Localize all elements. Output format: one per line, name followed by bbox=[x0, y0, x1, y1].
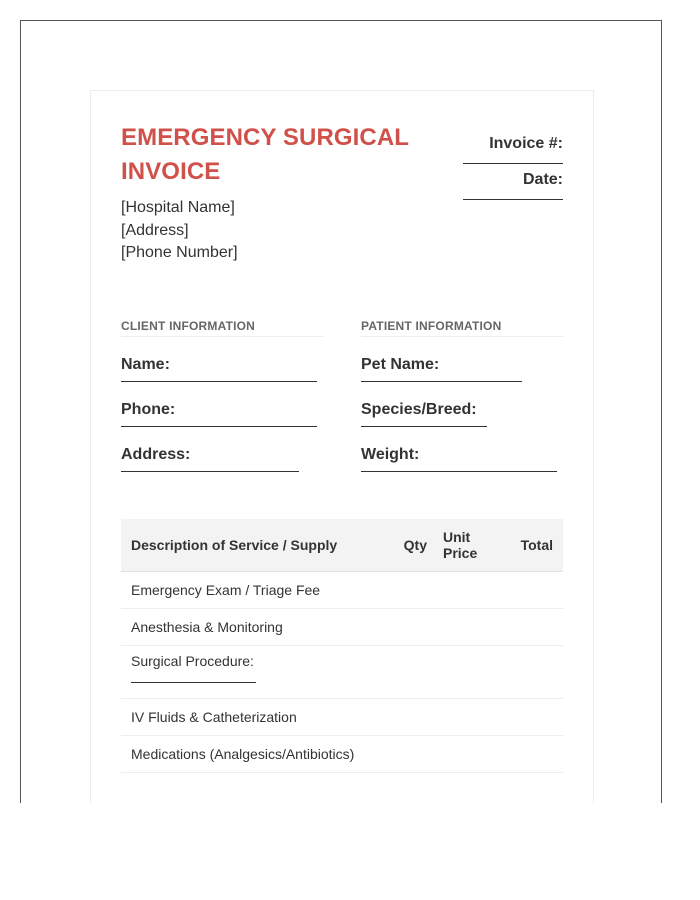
row-qty bbox=[391, 735, 433, 772]
row-description: Medications (Analgesics/Antibiotics) bbox=[121, 735, 391, 772]
document-viewport[interactable] bbox=[20, 20, 662, 803]
weight-field bbox=[361, 445, 563, 472]
invoice-meta bbox=[463, 135, 563, 265]
qty-header: Qty bbox=[391, 519, 433, 572]
patient-info bbox=[361, 319, 563, 472]
table-row bbox=[121, 608, 563, 645]
table-row bbox=[121, 735, 563, 772]
row-unit-price bbox=[433, 571, 503, 608]
invoice-title: EMERGENCY SURGICAL INVOICE bbox=[121, 124, 409, 185]
row-description-cell bbox=[121, 645, 391, 698]
client-phone-label: Phone: bbox=[121, 400, 176, 418]
row-unit-price bbox=[433, 645, 503, 698]
row-qty bbox=[391, 645, 433, 698]
table-row bbox=[121, 698, 563, 735]
row-unit-price bbox=[433, 735, 503, 772]
species-field bbox=[361, 400, 563, 427]
invoice-content bbox=[121, 121, 563, 773]
row-total bbox=[503, 571, 563, 608]
row-total bbox=[503, 698, 563, 735]
client-name-line bbox=[121, 375, 317, 382]
invoice-number-line bbox=[463, 157, 563, 164]
table-header-row bbox=[121, 519, 563, 572]
row-total bbox=[503, 645, 563, 698]
client-name-label: Name: bbox=[121, 355, 170, 373]
weight-label: Weight: bbox=[361, 445, 420, 463]
hospital-contact bbox=[121, 197, 421, 265]
client-name-field bbox=[121, 355, 323, 382]
row-description: Surgical Procedure: bbox=[131, 652, 254, 669]
hospital-phone: [Phone Number] bbox=[121, 244, 238, 261]
date-label: Date: bbox=[522, 171, 563, 188]
table-row bbox=[121, 645, 563, 698]
patient-info-heading: PATIENT INFORMATION bbox=[361, 319, 563, 337]
total-header: Total bbox=[503, 519, 563, 572]
pet-name-label: Pet Name: bbox=[361, 355, 440, 373]
client-address-label: Address: bbox=[121, 445, 191, 463]
species-label: Species/Breed: bbox=[361, 400, 477, 418]
pet-name-field bbox=[361, 355, 563, 382]
row-description: Emergency Exam / Triage Fee bbox=[121, 571, 391, 608]
invoice-number-label: Invoice #: bbox=[489, 135, 563, 152]
row-description: Anesthesia & Monitoring bbox=[121, 608, 391, 645]
hospital-address: [Address] bbox=[121, 221, 189, 239]
row-qty bbox=[391, 698, 433, 735]
client-info-heading: CLIENT INFORMATION bbox=[121, 319, 323, 337]
client-phone-line bbox=[121, 420, 317, 427]
species-line bbox=[361, 420, 487, 427]
row-unit-price bbox=[433, 608, 503, 645]
row-total bbox=[503, 608, 563, 645]
weight-line bbox=[361, 465, 557, 472]
description-header: Description of Service / Supply bbox=[121, 519, 391, 572]
row-description: IV Fluids & Catheterization bbox=[121, 698, 391, 735]
unit-price-header: Unit Price bbox=[433, 519, 503, 572]
pet-name-line bbox=[361, 375, 522, 382]
procedure-blank-line bbox=[131, 672, 256, 683]
services-table bbox=[121, 519, 563, 773]
table-row bbox=[121, 571, 563, 608]
row-total bbox=[503, 735, 563, 772]
row-unit-price bbox=[433, 698, 503, 735]
hospital-name: [Hospital Name] bbox=[121, 199, 235, 216]
row-qty bbox=[391, 608, 433, 645]
invoice-header bbox=[121, 121, 563, 265]
client-address-line bbox=[121, 465, 299, 472]
header-left bbox=[121, 121, 421, 265]
row-qty bbox=[391, 571, 433, 608]
client-info bbox=[121, 319, 323, 472]
date-line bbox=[463, 193, 563, 200]
invoice-page bbox=[90, 90, 594, 803]
info-section bbox=[121, 319, 563, 472]
client-address-field bbox=[121, 445, 323, 472]
client-phone-field bbox=[121, 400, 323, 427]
